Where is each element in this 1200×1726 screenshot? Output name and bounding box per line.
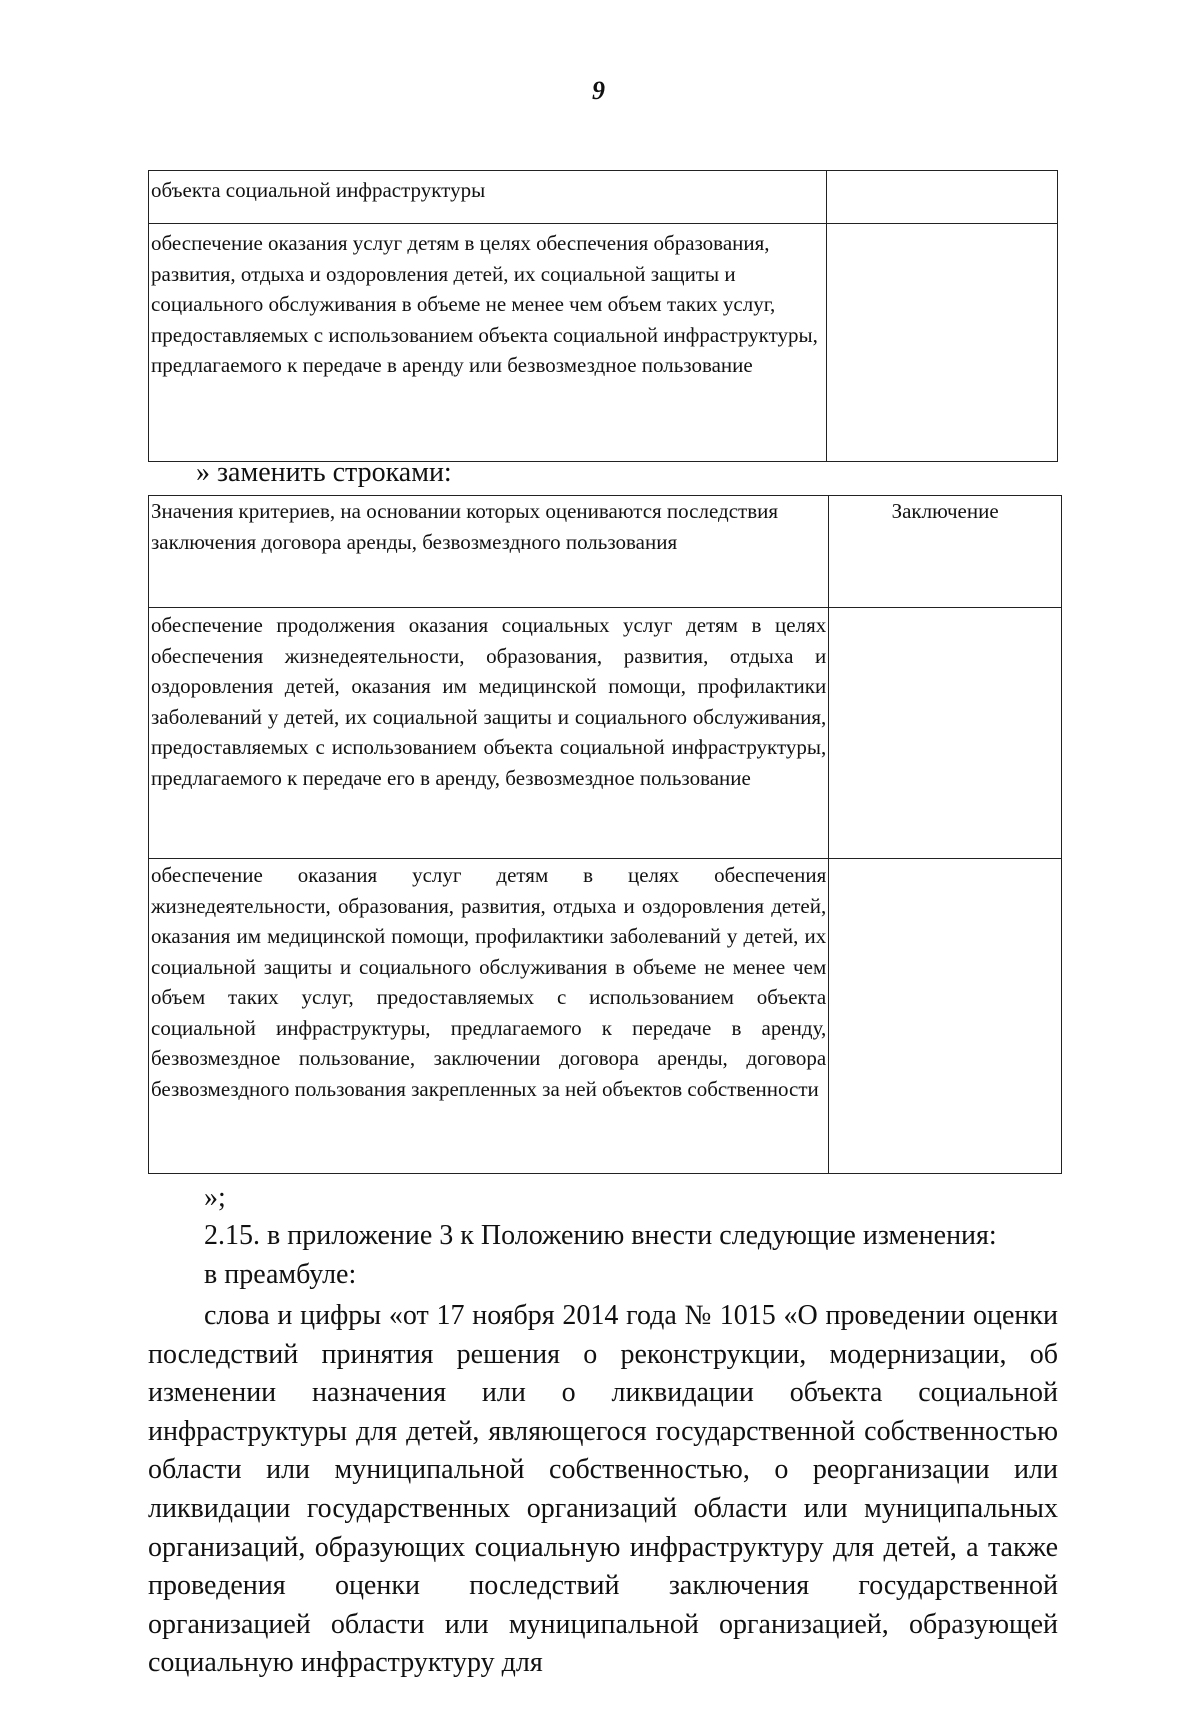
- header-conclusion-cell: Заключение: [829, 496, 1062, 608]
- table-row: [149, 224, 1058, 462]
- table-cell: [829, 608, 1062, 859]
- replace-line: » заменить строками:: [196, 457, 452, 488]
- table-cell: обеспечение оказания услуг детям в целях обеспечения образования, развития, отдыха и оздоровления детей, их социальной защиты и социального обслуживания в объеме не менее чем объем таких услуг, предоставляемых с использованием объекта социальной инфраструктуры, предлагаемого к передаче в аренду или безвозмездное пользование: [149, 224, 827, 462]
- criteria-table-new: [148, 495, 1062, 1174]
- page-number: 9: [592, 76, 605, 105]
- header-criteria-cell: Значения критериев, на основании которых оцениваются последствия заключения договора аренды, безвозмездного пользования: [149, 496, 829, 608]
- item-2-15: 2.15. в приложение 3 к Положению внести следующие изменения:: [204, 1220, 997, 1251]
- table-row: [149, 859, 1062, 1174]
- table-cell: обеспечение оказания услуг детям в целях обеспечения жизнедеятельности, образования, развития, отдыха и оздоровления детей, оказания им медицинской помощи, профилактики заболеваний у детей, их социальной защиты и социального обслуживания в объеме не менее чем объем таких услуг, предоставляемых с использованием объекта социальной инфраструктуры, предлагаемого к передаче в аренду, безвозмездное пользование, заключении договора аренды, договора безвозмездного пользования закрепленных за ней объектов собственности: [149, 859, 829, 1174]
- table-cell: [829, 859, 1062, 1174]
- table-cell: [827, 224, 1058, 462]
- table-header-row: [149, 496, 1062, 608]
- closing-quote: »;: [204, 1182, 226, 1213]
- body-paragraph: слова и цифры «от 17 ноября 2014 года № 1015 «О проведении оценки последствий принятия решения о реконструкции, модернизации, об изменении назначения или о ликвидации объекта социальной инфраструктуры для детей, являющегося государственной собственностью области или муниципальной собственностью, о реорганизации или ликвидации государственных организаций области или муниципальных организаций, образующих социальную инфраструктуру для детей, а также проведения оценки последствий заключения государственной организацией области или муниципальной организацией, образующей социальную инфраструктуру для: [148, 1300, 1058, 1679]
- criteria-table-old: [148, 170, 1058, 462]
- table-cell: [827, 171, 1058, 224]
- table-cell: обеспечение продолжения оказания социальных услуг детям в целях обеспечения жизнедеятельности, образования, развития, отдыха и оздоровления детей, оказания им медицинской помощи, профилактики заболеваний у детей, их социальной защиты и социального обслуживания, предоставляемых с использованием объекта социальной инфраструктуры, предлагаемого к передаче его в аренду, безвозмездное пользование: [149, 608, 829, 859]
- table-cell: объекта социальной инфраструктуры: [149, 171, 827, 224]
- table-row: [149, 608, 1062, 859]
- preamble-label: в преамбуле:: [204, 1259, 357, 1290]
- table-row: [149, 171, 1058, 224]
